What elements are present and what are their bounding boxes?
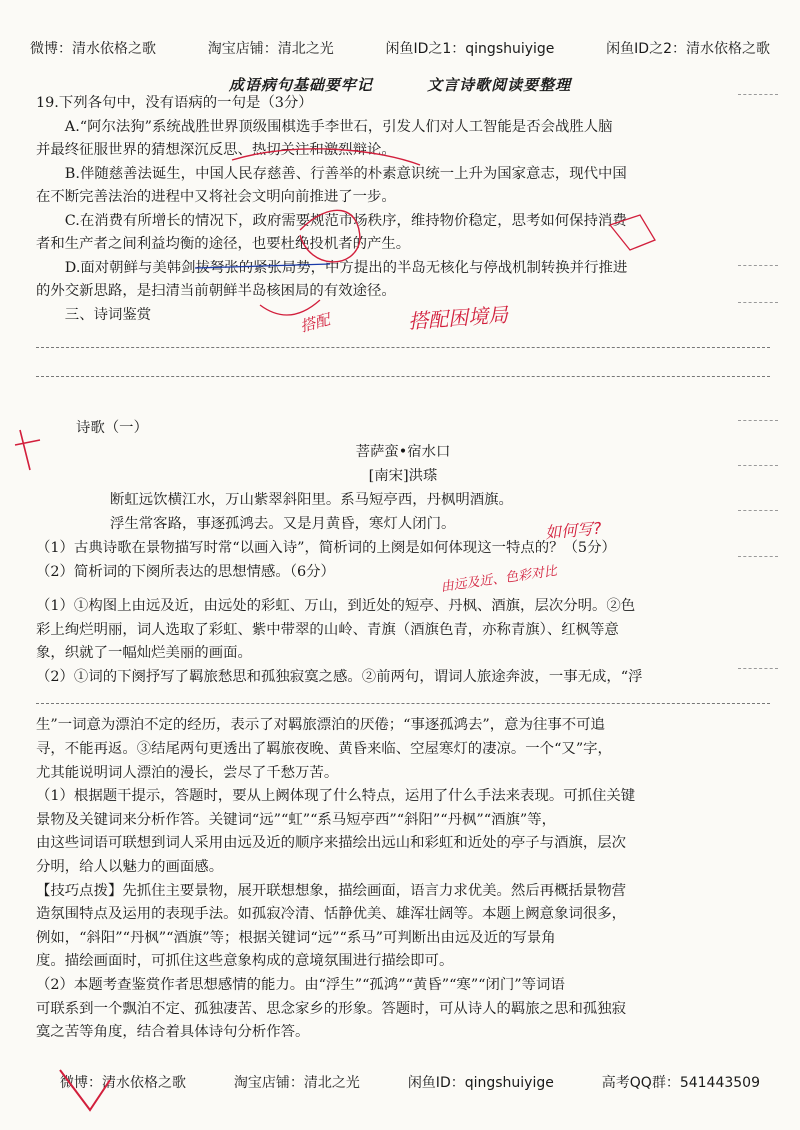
poem-line-1: 断虹远饮横江水，万山紫翠斜阳里。系马短亭西，丹枫明酒旗。: [110, 492, 513, 508]
option-a-line2: 并最终征服世界的猜想深沉反思、热切关注和激烈辩论。: [36, 142, 396, 158]
answer-2-line: 生”一词意为漂泊不定的经历，表示了对羁旅漂泊的厌倦；“事逐孤鸿去”，意为往事不可追: [36, 717, 605, 734]
footer-xianyu: 闲鱼ID：qingshuiyige: [407, 1075, 554, 1091]
explanation-2-line: 可联系到一个飘泊不定、孤独凄苦、思念家乡的形象。答题时，可从诗人的羁旅之思和孤独寂: [36, 1000, 627, 1017]
question-stem: 19.下列各句中，没有语病的一句是（3分）: [36, 95, 313, 111]
header-weibo: 微博：清水依格之歌: [30, 41, 156, 57]
explanation-1-line: 分明，给人以魅力的画面感。: [36, 858, 224, 875]
margin-dash: [738, 556, 778, 557]
header-bar: [30, 38, 770, 58]
section-3-heading: 三、诗词鉴赏: [64, 306, 152, 323]
subtitle-right: 文言诗歌阅读要整理: [427, 76, 572, 94]
answer-line: [36, 366, 770, 377]
explanation-2-line: 寞之苦等角度，结合着具体诗句分析作答。: [36, 1024, 310, 1041]
poem-section: [36, 416, 770, 584]
explanation-2-line: （2）本题考查鉴赏作者思想感情的能力。由“浮生”“孤鸿”“黄昏”“寒”“闭门”等词语: [36, 976, 565, 993]
tip-line: 度。描绘画面时，可抓住这些意象构成的意境氛围进行描绘即可。: [36, 953, 454, 970]
answer-line: [36, 693, 770, 704]
header-xianyu-1: 闲鱼ID之1：qingshuiyige: [385, 41, 555, 57]
margin-dash: [738, 265, 778, 266]
answer-section: [36, 595, 770, 1045]
option-d-line2: 的外交新思路，是扫清当前朝鲜半岛核困局的有效途径。: [36, 283, 396, 299]
answer-2-line: 寻，不能再返。③结尾两句更透出了羁旅夜晚、黄昏来临、空屋寒灯的凄凉。一个“又”字，: [36, 740, 612, 757]
option-b-line2: 在不断完善法治的进程中又将社会文明向前推进了一步。: [36, 189, 396, 205]
handwriting-note: 如何写?: [544, 518, 603, 543]
answer-1-line: （1）①构图上由远及近，由远处的彩虹、万山，到近处的短亭、丹枫、酒旗，层次分明。②色: [36, 598, 636, 614]
poem-title: 菩萨蛮•宿水口: [355, 444, 451, 460]
footer-weibo: 微博：清水依格之歌: [60, 1075, 186, 1091]
answer-2-line: （2）①词的下阕抒写了羁旅愁思和孤独寂寞之感。②前两句，谓词人旅途奔波，一事无成，“浮: [36, 668, 643, 685]
handwriting-note: 搭配困境局: [407, 302, 509, 334]
margin-dash: [738, 420, 778, 421]
option-b-line1: B.伴随慈善法诞生，中国人民存慈善、行善举的朴素意识统一上升为国家意志，现代中国: [64, 165, 627, 182]
option-c-line2: 者和生产者之间利益均衡的途径，也要杜绝投机者的产生。: [36, 236, 411, 252]
header-xianyu-2: 闲鱼ID之2：清水依格之歌: [606, 41, 770, 57]
explanation-1-line: 由这些词语可联想到词人采用由远及近的顺序来描绘出远山和彩虹和近处的亭子与酒旗，层次: [36, 835, 627, 852]
tip-line: 【技巧点拨】先抓住主要景物，展开联想想象，描绘画面，语言力求优美。然后再概括景物营: [36, 882, 627, 899]
margin-dash: [738, 465, 778, 466]
option-c-line1: C.在消费有所增长的情况下，政府需要规范市场秩序，维持物价稳定，思考如何保持消费: [64, 212, 627, 229]
poem-question-2: （2）简析词的下阕所表达的思想情感。（6分）: [36, 564, 335, 580]
footer-qq: 高考QQ群：541443509: [601, 1075, 760, 1091]
header-taobao: 淘宝店铺：清北之光: [207, 41, 334, 57]
tip-line: 造氛围特点及运用的表现手法。如孤寂冷清、恬静优美、雄浑壮阔等。本题上阙意象词很多，: [36, 906, 627, 923]
subtitle-left: 成语病句基础要牢记: [228, 76, 373, 94]
answer-1-line: 象，织就了一幅灿烂美丽的画面。: [36, 645, 252, 662]
answer-line: [36, 337, 770, 348]
margin-dash: [738, 510, 778, 511]
answer-1-line: 彩上绚烂明丽，词人选取了彩虹、紫中带翠的山岭、青旗（酒旗色青，亦称青旗）、红枫等意: [36, 621, 619, 638]
margin-dash: [738, 94, 778, 95]
answer-2-line: 尤其能说明词人漂泊的漫长，尝尽了千愁万苦。: [36, 764, 339, 781]
poem-label: 诗歌（一）: [76, 420, 148, 436]
footer-taobao: 淘宝店铺：清北之光: [233, 1075, 360, 1091]
question-19: [36, 92, 770, 383]
handwriting-note: 搭配: [298, 310, 332, 336]
margin-dash: [738, 302, 778, 303]
tip-line: 例如，“斜阳”“丹枫”“酒旗”等；根据关键词“远”“系马”可判断出由远及近的写景角: [36, 929, 556, 946]
explanation-1-line: （1）根据题干提示，答题时，要从上阙体现了什么特点，运用了什么手法来表现。可抓住关键: [36, 788, 636, 805]
handwriting-note: 由远及近、色彩对比: [439, 563, 558, 596]
option-a-line1: A.“阿尔法狗”系统战胜世界顶级围棋选手李世石，引发人们对人工智能是否会战胜人脑: [64, 118, 613, 135]
margin-dash: [738, 668, 778, 669]
option-d-line1: D.面对朝鲜与美韩剑拔弩张的紧张局势，中方提出的半岛无核化与停战机制转换并行推进: [64, 259, 628, 276]
poem-question-1: （1）古典诗歌在景物描写时常“以画入诗”，简析词的上阕是如何体现这一特点的？（5分）: [36, 540, 616, 556]
footer-bar: [60, 1072, 760, 1092]
poem-author: [南宋]洪瑹: [368, 468, 438, 484]
explanation-1-line: 景物及关键词来分析作答。关键词“远”“虹”“系马短亭西”“斜阳”“丹枫”“酒旗”等，: [36, 811, 557, 828]
poem-line-2: 浮生常客路，事逐孤鸿去。又是月黄昏，寒灯人闭门。: [110, 516, 456, 532]
